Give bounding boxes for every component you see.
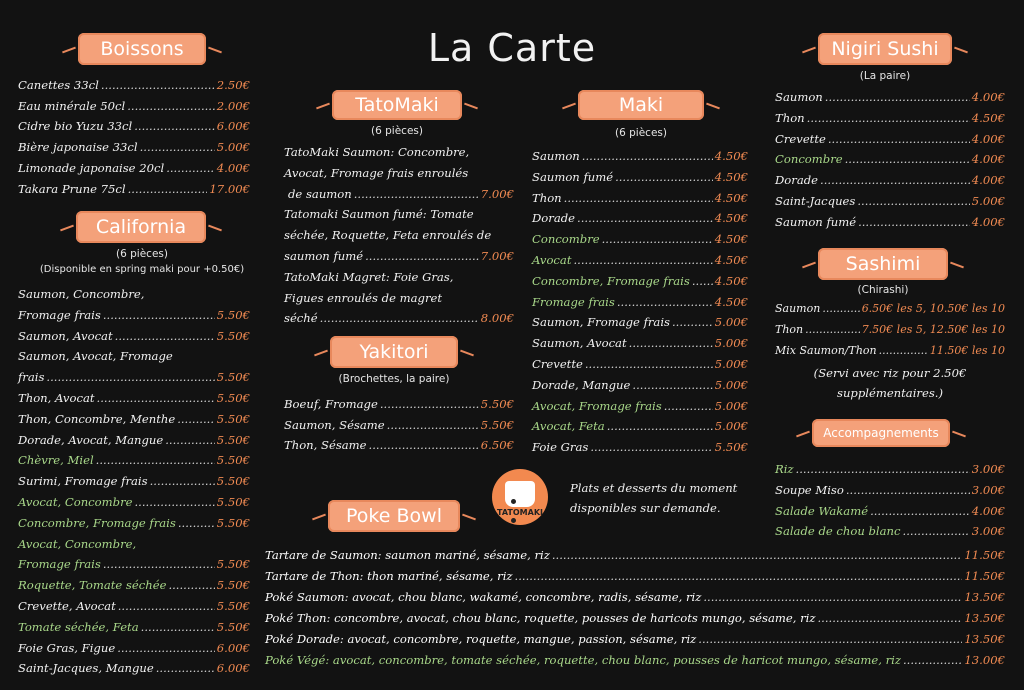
item-price: 4.50€	[714, 252, 748, 267]
leader-dots	[703, 587, 962, 608]
item-name: Saumon fumé	[532, 169, 614, 184]
menu-item	[284, 435, 514, 456]
menu-item	[18, 534, 250, 576]
item-name: Thon, Concombre, Menthe	[18, 411, 176, 426]
item-name: Thon	[532, 190, 562, 205]
leader-dots	[380, 394, 479, 415]
item-price: 5.50€	[216, 598, 250, 613]
item-name: Thon, Avocat	[18, 390, 95, 405]
item-name: Thon	[775, 322, 804, 336]
leader-dots	[870, 501, 970, 522]
leader-dots	[820, 170, 970, 191]
menu-item	[18, 430, 250, 451]
item-name: Poké Dorade: avocat, concombre, roquette, mangue, passion, sésame, riz	[265, 632, 697, 646]
leader-dots	[607, 416, 713, 437]
menu-item	[532, 312, 748, 333]
menu-item	[532, 146, 748, 167]
leader-dots	[585, 354, 713, 375]
leader-dots	[825, 87, 970, 108]
tatomaki-subtitle: (6 pièces)	[371, 125, 423, 137]
menu-item	[532, 375, 748, 396]
item-name-line: Saumon, Concombre,	[18, 287, 145, 301]
poke-list	[265, 545, 1005, 671]
nigiri-list	[775, 87, 1005, 233]
menu-item	[775, 212, 1005, 233]
item-name: Concombre	[775, 152, 843, 167]
item-name: Crevette, Avocat	[18, 598, 116, 613]
leader-dots	[97, 388, 215, 409]
leader-dots	[879, 341, 928, 362]
leader-dots	[103, 305, 215, 326]
item-name: Canettes 33cl	[18, 78, 99, 92]
item-name: Tomate séchée, Feta	[18, 619, 139, 634]
leader-dots	[150, 471, 215, 492]
item-price: 4.00€	[216, 160, 250, 175]
menu-item	[18, 158, 250, 179]
item-name: Foie Gras, Figue	[18, 640, 116, 655]
leader-dots	[101, 75, 215, 96]
item-price: 5.00€	[714, 336, 748, 351]
menu-item	[18, 450, 250, 471]
item-name: Riz	[775, 462, 794, 476]
item-name: frais	[18, 370, 45, 385]
item-price: 7.00€	[480, 186, 514, 201]
leader-dots	[857, 191, 969, 212]
item-price: 5.00€	[714, 315, 748, 330]
item-name-line: Avocat, Concombre,	[18, 536, 137, 551]
item-name: Saumon, Fromage frais	[532, 315, 670, 330]
nigiri-subtitle: (La paire)	[859, 70, 911, 82]
leader-dots	[617, 292, 713, 313]
poke-heading: Poke Bowl	[328, 500, 460, 532]
leader-dots	[582, 146, 713, 167]
menu-item	[775, 459, 1005, 480]
item-name: Tartare de Thon: thon mariné, sésame, riz	[265, 569, 513, 583]
menu-item	[18, 513, 250, 534]
menu-item	[265, 545, 1005, 566]
note-line: disponibles sur demande.	[570, 501, 721, 515]
item-price: 7.50€ les 5, 12.50€ les 10	[861, 322, 1005, 336]
logo-text: TATOMAKI	[497, 508, 543, 517]
leader-dots	[845, 149, 970, 170]
menu-item	[265, 650, 1005, 671]
leader-dots	[805, 320, 860, 341]
menu-item	[284, 415, 514, 436]
leader-dots	[574, 250, 713, 271]
leader-dots	[564, 188, 713, 209]
item-price: 4.00€	[971, 131, 1005, 146]
leader-dots	[115, 326, 215, 347]
item-name: Bière japonaise 33cl	[18, 140, 138, 155]
item-name: Mix Saumon/Thon	[775, 343, 877, 357]
item-name: Thon, Sésame	[284, 438, 367, 453]
leader-dots	[615, 167, 713, 188]
item-name: Dorade, Mangue	[532, 377, 631, 392]
item-name: Takara Prune 75cl	[18, 181, 126, 196]
leader-dots	[577, 208, 713, 229]
leader-dots	[128, 179, 208, 200]
boissons-heading: Boissons	[78, 33, 206, 65]
item-price: 5.50€	[714, 440, 748, 455]
menu-item	[775, 129, 1005, 150]
item-price: 4.50€	[714, 294, 748, 309]
leader-dots	[140, 137, 215, 158]
menu-item	[532, 333, 748, 354]
item-name-line: TatoMaki Magret: Foie Gras,	[284, 269, 454, 284]
menu-item	[265, 566, 1005, 587]
menu-item	[18, 116, 250, 137]
leader-dots	[822, 299, 859, 320]
item-price: 3.00€	[971, 482, 1005, 497]
item-name: saumon fumé	[284, 248, 364, 263]
menu-item	[775, 299, 1005, 320]
leader-dots	[590, 437, 712, 458]
item-price: 8.00€	[480, 311, 514, 326]
item-price: 5.00€	[714, 419, 748, 434]
item-price: 6.00€	[216, 661, 250, 676]
leader-dots	[320, 308, 479, 329]
item-name: Avocat, Feta	[532, 419, 605, 434]
leader-dots	[46, 367, 214, 388]
item-name: Cidre bio Yuzu 33cl	[18, 119, 133, 134]
menu-item	[18, 575, 250, 596]
maki-subtitle: (6 pièces)	[615, 127, 667, 139]
item-name: Dorade	[775, 173, 819, 188]
item-price: 13.50€	[964, 590, 1005, 604]
item-name: Saumon	[532, 149, 580, 163]
item-price: 4.50€	[714, 190, 748, 205]
menu-item	[532, 229, 748, 250]
menu-item	[284, 394, 514, 415]
item-price: 3.00€	[971, 524, 1005, 539]
leader-dots	[369, 435, 479, 456]
item-name: Fromage frais	[18, 307, 101, 322]
item-price: 17.00€	[209, 181, 250, 196]
maki-heading: Maki	[578, 90, 704, 120]
leader-dots	[387, 415, 479, 436]
menu-item	[18, 284, 250, 326]
item-name: Concombre, Fromage frais	[18, 515, 176, 530]
item-name: Crevette	[775, 131, 826, 146]
leader-dots	[134, 116, 215, 137]
leader-dots	[672, 312, 713, 333]
item-name: Roquette, Tomate séchée	[18, 578, 167, 593]
leader-dots	[796, 459, 970, 480]
item-name: Thon	[775, 110, 805, 125]
item-price: 3.00€	[971, 462, 1005, 476]
item-name: Foie Gras	[532, 440, 589, 455]
menu-item	[284, 204, 514, 266]
item-price: 5.00€	[714, 398, 748, 413]
leader-dots	[807, 108, 970, 129]
leader-dots	[365, 246, 479, 267]
item-name: Crevette	[532, 356, 583, 371]
california-list	[18, 284, 250, 679]
yakitori-subtitle: (Brochettes, la paire)	[338, 373, 450, 385]
menu-item	[775, 170, 1005, 191]
item-name-line: Avocat, Fromage frais enroulés	[284, 165, 469, 180]
item-price: 4.00€	[971, 503, 1005, 518]
leader-dots	[168, 575, 214, 596]
item-price: 4.50€	[714, 273, 748, 288]
item-name: Poké Saumon: avocat, chou blanc, wakamé, concombre, radis, sésame, riz	[265, 590, 702, 604]
item-price: 4.50€	[714, 232, 748, 247]
item-name: séché	[284, 311, 318, 326]
item-price: 5.50€	[480, 397, 514, 411]
yakitori-list	[284, 394, 514, 456]
note-line: supplémentaires.)	[837, 386, 943, 400]
leader-dots	[903, 521, 970, 542]
item-name: Chèvre, Miel	[18, 453, 94, 468]
tatomaki-list	[284, 142, 514, 329]
menu-item	[18, 617, 250, 638]
item-name: Concombre, Fromage frais	[532, 273, 690, 288]
menu-item	[532, 416, 748, 437]
menu-item	[775, 480, 1005, 501]
item-price: 4.00€	[971, 214, 1005, 229]
item-name: Eau minérale 50cl	[18, 98, 126, 113]
item-name: Avocat, Concombre	[18, 494, 133, 509]
item-price: 5.50€	[216, 307, 250, 322]
leader-dots	[354, 184, 479, 205]
item-name-line: TatoMaki Saumon: Concombre,	[284, 145, 470, 159]
item-name: Dorade	[532, 211, 576, 226]
tatomaki-heading: TatoMaki	[332, 90, 462, 120]
menu-item	[265, 608, 1005, 629]
menu-item	[18, 638, 250, 659]
menu-item	[532, 396, 748, 417]
menu-item	[18, 179, 250, 200]
leader-dots	[602, 229, 713, 250]
item-price: 4.00€	[971, 90, 1005, 104]
item-price: 4.50€	[714, 149, 748, 163]
leader-dots	[552, 545, 963, 566]
item-price: 13.00€	[964, 653, 1005, 667]
item-price: 4.50€	[714, 169, 748, 184]
leader-dots	[629, 333, 713, 354]
item-price: 5.50€	[216, 328, 250, 343]
accompagnements-list	[775, 459, 1005, 542]
item-price: 4.00€	[971, 152, 1005, 167]
item-name: Saint-Jacques	[775, 193, 856, 208]
item-price: 5.50€	[216, 411, 250, 426]
leader-dots	[903, 650, 962, 671]
item-price: 5.50€	[216, 390, 250, 405]
leader-dots	[177, 409, 215, 430]
leader-dots	[141, 617, 215, 638]
menu-item	[265, 629, 1005, 650]
menu-item	[532, 271, 748, 292]
leader-dots	[156, 658, 215, 679]
item-price: 6.50€	[480, 438, 514, 453]
menu-item	[775, 149, 1005, 170]
menu-item	[775, 191, 1005, 212]
leader-dots	[118, 596, 215, 617]
nigiri-heading: Nigiri Sushi	[818, 33, 952, 65]
item-name: Saumon	[775, 302, 821, 315]
leader-dots	[96, 450, 215, 471]
item-price: 5.00€	[714, 377, 748, 392]
menu-item	[265, 587, 1005, 608]
boissons-list	[18, 75, 250, 199]
item-price: 5.50€	[216, 578, 250, 593]
item-price: 5.00€	[714, 356, 748, 371]
leader-dots	[846, 480, 970, 501]
item-price: 6.00€	[216, 640, 250, 655]
menu-item	[18, 471, 250, 492]
leader-dots	[515, 566, 963, 587]
menu-item	[775, 87, 1005, 108]
item-price: 5.50€	[216, 494, 250, 509]
california-subtitle: (6 pièces)	[116, 248, 168, 260]
menu-item	[18, 596, 250, 617]
menu-item	[532, 167, 748, 188]
leader-dots	[858, 212, 970, 233]
note-line: Plats et desserts du moment	[570, 481, 738, 495]
item-price: 5.50€	[216, 370, 250, 385]
item-price: 11.50€	[964, 569, 1005, 583]
item-price: 11.50€ les 10	[929, 343, 1005, 357]
item-price: 5.50€	[216, 474, 250, 489]
item-name: Salade de chou blanc	[775, 524, 901, 539]
item-name: Avocat	[532, 252, 572, 267]
menu-item	[532, 208, 748, 229]
maki-list	[532, 146, 748, 458]
item-price: 13.50€	[964, 632, 1005, 646]
item-price: 11.50€	[964, 548, 1005, 562]
item-price: 2.50€	[216, 78, 250, 92]
face-icon	[511, 489, 529, 495]
item-price: 4.50€	[971, 110, 1005, 125]
menu-item	[18, 75, 250, 96]
item-name-line: séchée, Roquette, Feta enroulés de	[284, 228, 492, 243]
item-price: 5.50€	[216, 453, 250, 468]
item-name: Fromage frais	[18, 557, 101, 572]
leader-dots	[166, 158, 215, 179]
leader-dots	[632, 375, 712, 396]
california-heading: California	[76, 211, 206, 243]
leader-dots	[692, 271, 713, 292]
menu-item	[775, 521, 1005, 542]
item-price: 5.50€	[216, 515, 250, 530]
leader-dots	[178, 513, 215, 534]
leader-dots	[828, 129, 970, 150]
menu-item	[532, 292, 748, 313]
menu-item	[532, 437, 748, 458]
menu-item	[18, 96, 250, 117]
item-name-line: Figues enroulés de magret	[284, 290, 443, 305]
menu-item	[18, 326, 250, 347]
item-price: 5.00€	[216, 140, 250, 155]
item-price: 7.00€	[480, 248, 514, 263]
menu-item	[532, 250, 748, 271]
item-name: Saumon, Avocat	[532, 336, 627, 351]
menu-item	[532, 354, 748, 375]
item-name: Dorade, Avocat, Mangue	[18, 432, 164, 447]
moment-note	[570, 478, 760, 518]
menu-item	[18, 492, 250, 513]
menu-item	[18, 409, 250, 430]
menu-item	[532, 188, 748, 209]
item-price: 5.50€	[480, 417, 514, 432]
note-line: (Servi avec riz pour 2.50€	[813, 366, 967, 380]
menu-item	[775, 320, 1005, 341]
item-name: Fromage frais	[532, 294, 615, 309]
item-name: de saumon	[288, 186, 352, 201]
item-name: Limonade japonaise 20cl	[18, 160, 165, 175]
menu-item	[18, 658, 250, 679]
leader-dots	[134, 492, 214, 513]
item-name: Poké Végé: avocat, concombre, tomate séchée, roquette, chou blanc, pousses de haricot mungo, sésame, riz	[265, 653, 901, 667]
leader-dots	[664, 396, 713, 417]
yakitori-heading: Yakitori	[330, 336, 458, 368]
item-price: 5.50€	[216, 557, 250, 572]
menu-item	[775, 108, 1005, 129]
sashimi-subtitle: (Chirashi)	[857, 284, 909, 296]
item-price: 6.00€	[216, 119, 250, 134]
item-price: 5.50€	[216, 619, 250, 634]
leader-dots	[127, 96, 215, 117]
item-name: Salade Wakamé	[775, 503, 869, 518]
leader-dots	[698, 629, 962, 650]
item-price: 5.50€	[216, 432, 250, 447]
menu-item	[18, 388, 250, 409]
accompagnements-heading: Accompagnements	[812, 419, 950, 447]
item-name: Saumon fumé	[775, 214, 857, 229]
item-name: Concombre	[532, 232, 600, 247]
item-name: Saumon, Avocat	[18, 328, 113, 343]
page-title: La Carte	[427, 26, 597, 70]
menu-item	[18, 346, 250, 388]
sashimi-list	[775, 299, 1005, 361]
item-name: Saumon	[775, 90, 823, 104]
tatomaki-logo	[492, 469, 548, 525]
item-price: 6.50€ les 5, 10.50€ les 10	[861, 302, 1005, 315]
menu-item	[18, 137, 250, 158]
item-name: Saumon, Sésame	[284, 417, 385, 432]
menu-item	[775, 341, 1005, 362]
item-name: Saint-Jacques, Mangue	[18, 661, 154, 676]
sashimi-heading: Sashimi	[818, 248, 948, 280]
leader-dots	[165, 430, 215, 451]
leader-dots	[117, 638, 215, 659]
item-price: 4.00€	[971, 173, 1005, 188]
item-name: Tartare de Saumon: saumon mariné, sésame, riz	[265, 548, 550, 562]
leader-dots	[817, 608, 962, 629]
menu-item	[775, 501, 1005, 522]
item-price: 13.50€	[964, 611, 1005, 625]
item-name: Poké Thon: concombre, avocat, chou blanc, roquette, pousses de haricots mungo, sésame, riz	[265, 611, 816, 625]
item-name: Surimi, Fromage frais	[18, 474, 148, 489]
item-price: 4.50€	[714, 211, 748, 226]
item-name: Soupe Miso	[775, 482, 844, 497]
leader-dots	[103, 554, 215, 575]
sashimi-note	[780, 363, 1000, 403]
california-subtitle-spring: (Disponible en spring maki pour +0.50€)	[39, 264, 245, 275]
menu-item	[284, 267, 514, 329]
item-name: Avocat, Fromage frais	[532, 398, 662, 413]
item-price: 5.00€	[971, 193, 1005, 208]
item-name-line: Saumon, Avocat, Fromage	[18, 349, 173, 364]
item-name: Boeuf, Fromage	[284, 397, 378, 411]
item-price: 2.00€	[216, 98, 250, 113]
item-name-line: Tatomaki Saumon fumé: Tomate	[284, 207, 474, 222]
menu-item	[284, 142, 514, 204]
